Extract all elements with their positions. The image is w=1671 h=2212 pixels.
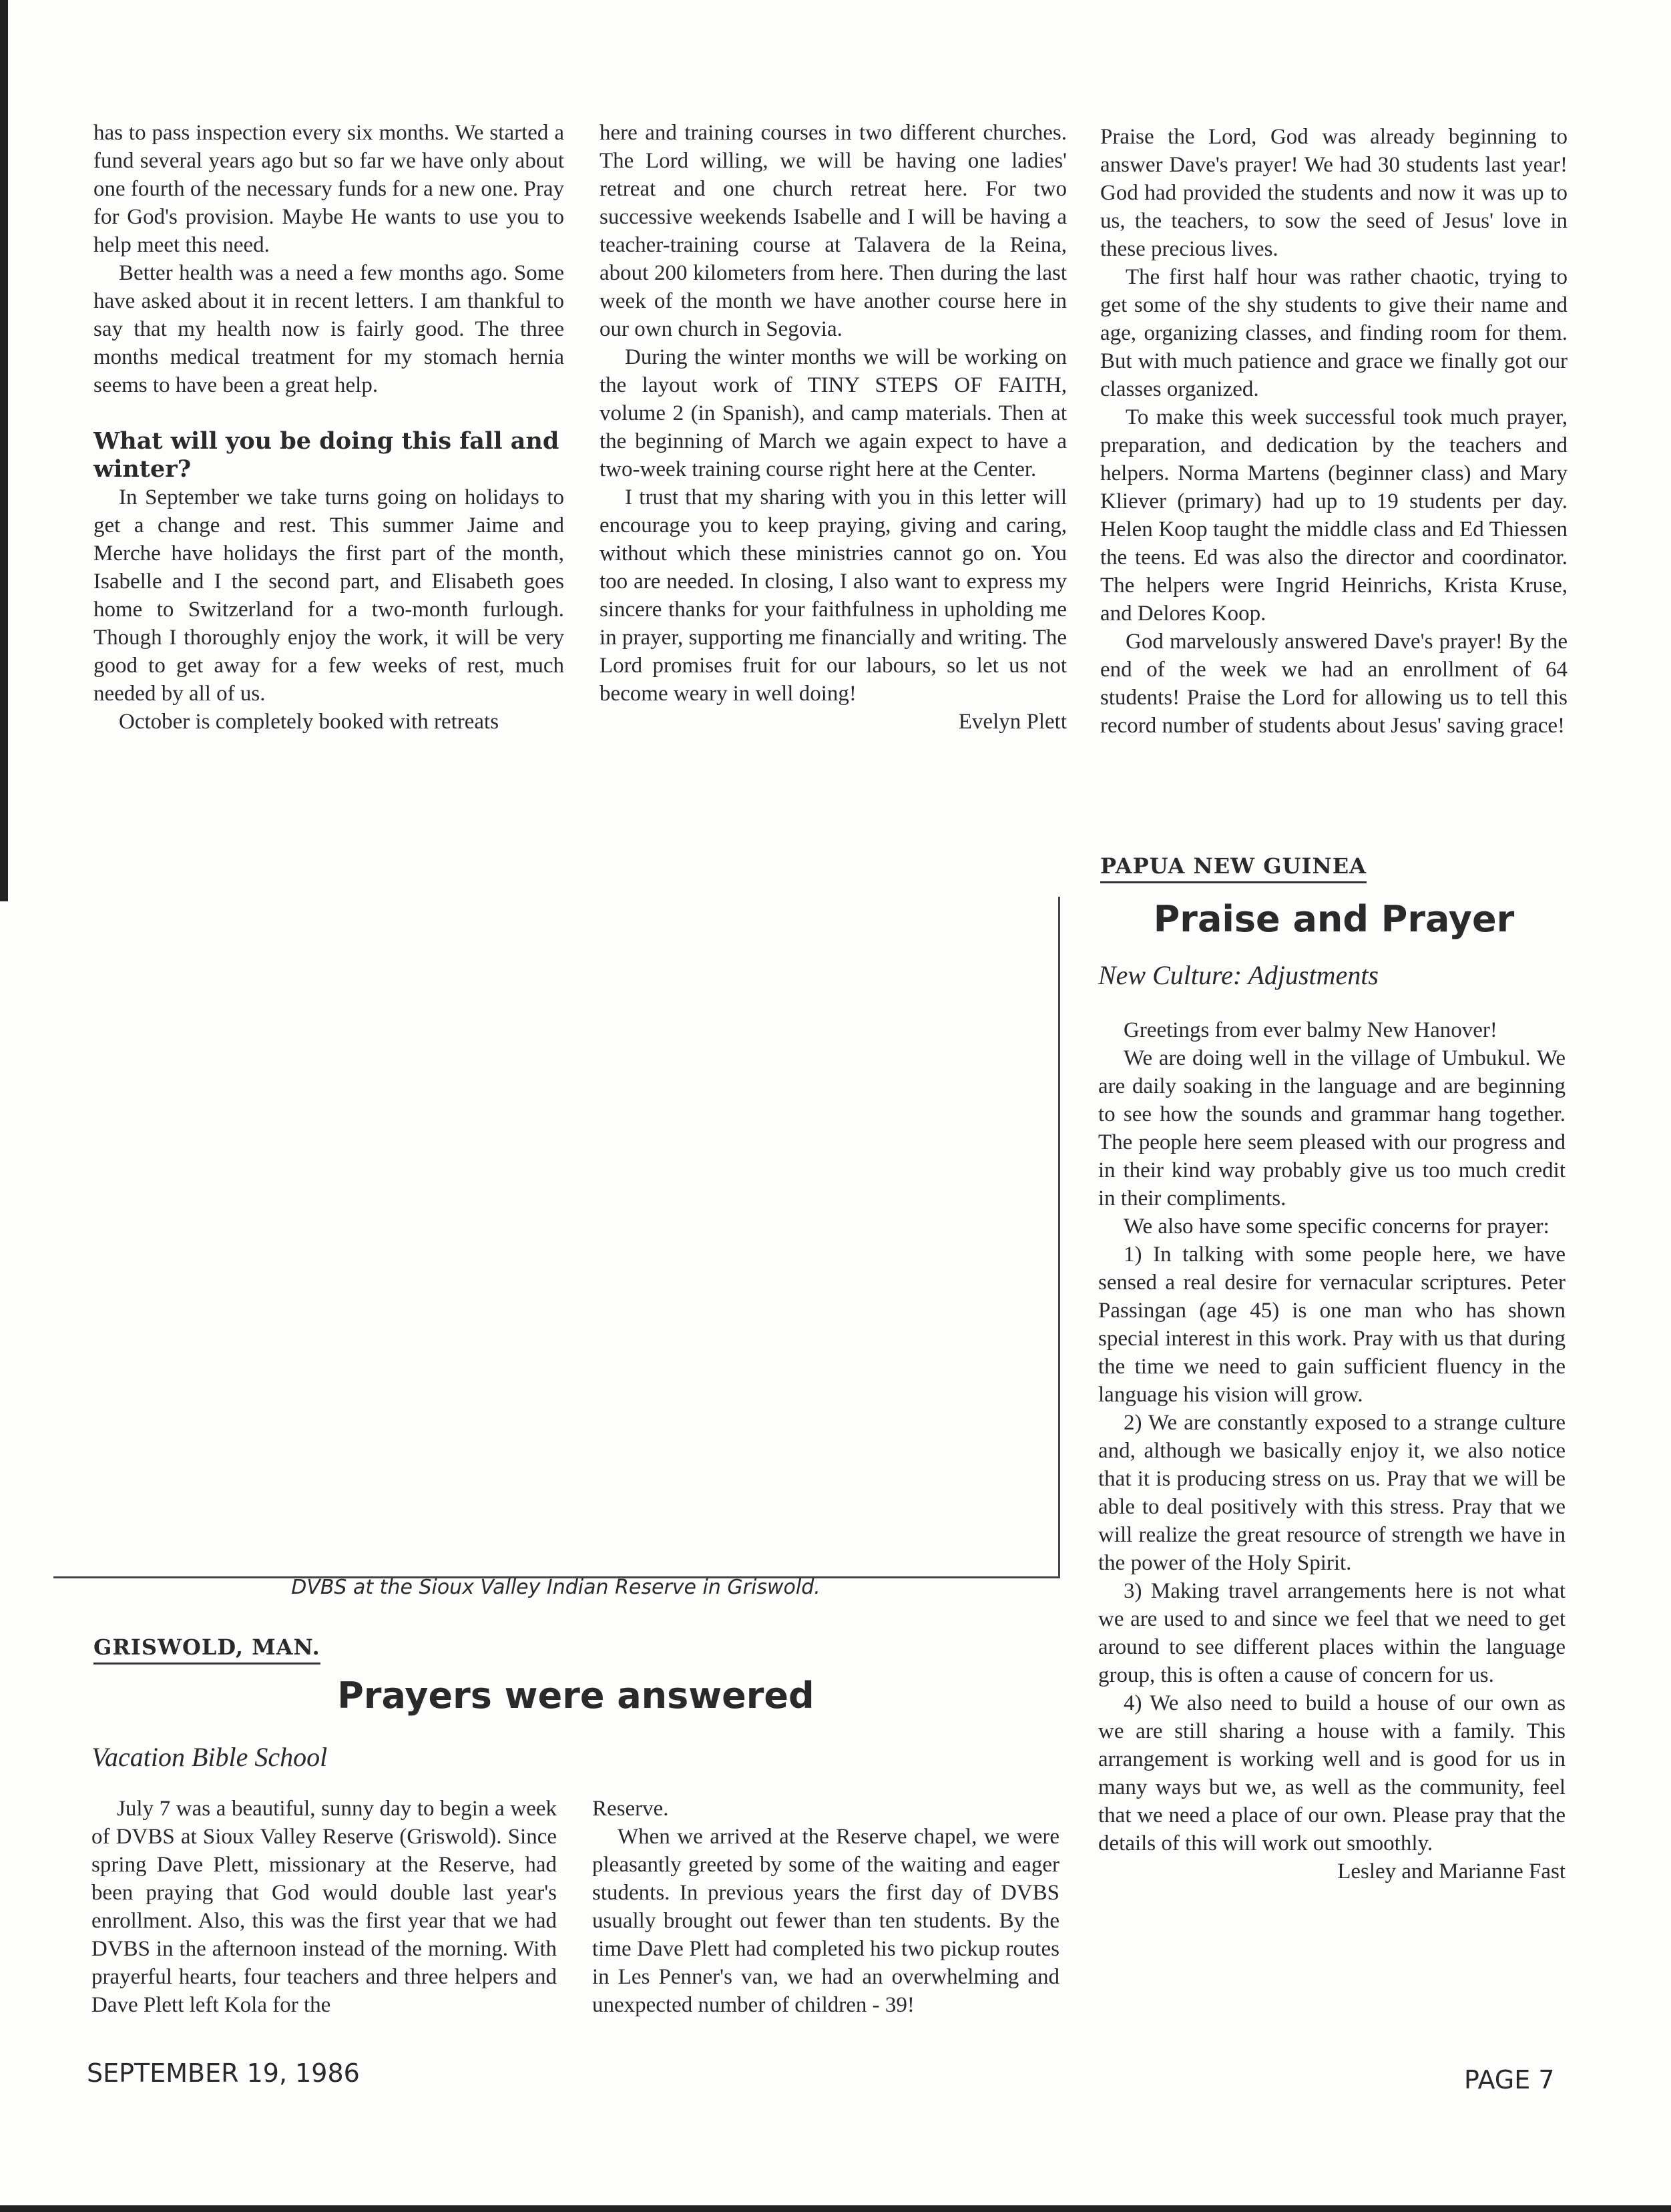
subhead-griswold: Vacation Bible School — [91, 1742, 328, 1772]
griswold-column-1 — [91, 1795, 557, 2019]
author-signature: Lesley and Marianne Fast — [1337, 1859, 1566, 1884]
paragraph: We are doing well in the village of Umbukul. We are daily soaking in the language and are beginning to see how the sounds and grammar hang together. The people here seem pleased with our progress and in their kind way probably give us too much credit in their compliments. — [1098, 1046, 1566, 1210]
paragraph: July 7 was a beautiful, sunny day to begin a week of DVBS at Sioux Valley Reserve (Griswold). Since spring Dave Plett, missionary at the Reserve, had been praying that God would double last year's enrollment. Also, this was the first year that we had DVBS in the afternoon instead of the morning. With prayerful hearts, four teachers and three helpers and Dave Plett left Kola for the — [91, 1797, 557, 2017]
paragraph: October is completely booked with retreats — [119, 710, 499, 734]
question-heading: What will you be doing this fall and winter? — [93, 427, 559, 483]
paragraph: During the winter months we will be working on the layout work of TINY STEPS OF FAITH, volume 2 (in Spanish), and camp materials. Then at the beginning of March we again expect to have a two-week training course right here at the Center. — [600, 345, 1067, 481]
paragraph: The first half hour was rather chaotic, trying to get some of the shy students to give their name and age, organizing classes, and finding room for them. But with much patience and grace we finally got our classes organized. — [1100, 265, 1568, 401]
paragraph: When we arrived at the Reserve chapel, we were pleasantly greeted by some of the waiting and eager students. In previous years the first day of DVBS usually brought out fewer than ten students. By the time Dave Plett had completed his two pickup routes in Les Penner's van, we had an overwhelming and unexpected number of children - 39! — [592, 1825, 1059, 2017]
paragraph: Praise the Lord, God was already beginning to answer Dave's prayer! We had 30 students last year! God had provided the students and now it was up to us, the teachers, to sow the seed of Jesus' love in these precious lives. — [1100, 125, 1568, 261]
paragraph: 4) We also need to build a house of our own as we are still sharing a house with a family. This arrangement is working well and is good for us in many ways but we, as well as the community, feel that we need a place of our own. Please pray that the details of this will work out smoothly. — [1098, 1691, 1566, 1855]
paragraph: 3) Making travel arrangements here is not what we are used to and since we feel that we need to get around to see different places within the language group, this is often a cause of concern for us. — [1098, 1579, 1566, 1687]
spain-column-1 — [93, 119, 564, 736]
page-number: PAGE 7 — [1464, 2065, 1555, 2094]
paragraph: We also have some specific concerns for prayer: — [1124, 1214, 1549, 1239]
griswold-continuation — [1100, 123, 1568, 740]
paragraph: here and training courses in two different churches. The Lord willing, we will be having one ladies' retreat and one church retreat here. For two successive weekends Isabelle and I will be having a teacher-training course at Talavera de la Reina, about 200 kilometers from here. Then during the last week of the month we have another course here in our own church in Segovia. — [600, 121, 1067, 341]
paragraph: Greetings from ever balmy New Hanover! — [1124, 1018, 1497, 1042]
scan-edge-left — [0, 0, 8, 901]
paragraph: has to pass inspection every six months. We started a fund several years ago but so far we have only about one fourth of the necessary funds for a new one. Pray for God's provision. Maybe He wants to use you to help meet this need. — [93, 121, 564, 257]
section-label-png: PAPUA NEW GUINEA — [1100, 853, 1367, 883]
griswold-column-2 — [592, 1795, 1059, 2019]
png-article-body — [1098, 1016, 1566, 1886]
paragraph: I trust that my sharing with you in this letter will encourage you to keep praying, giving and caring, without which these ministries cannot go on. You too are needed. In closing, I also want to express my sincere thanks for your faithfulness in upholding me in prayer, supporting me financially and writing. The Lord promises fruit for our labours, so let us not become weary in well doing! — [600, 485, 1067, 706]
issue-date: SEPTEMBER 19, 1986 — [87, 2058, 360, 2088]
paragraph: God marvelously answered Dave's prayer! By the end of the week we had an enrollment of 64 students! Praise the Lord for allowing us to tell this record number of students about Jesus' saving grace! — [1100, 630, 1568, 738]
paragraph: Reserve. — [592, 1797, 669, 1821]
author-signature: Evelyn Plett — [958, 710, 1067, 734]
paragraph: 2) We are constantly exposed to a strange culture and, although we basically enjoy it, we also notice that it is producing stress on us. Pray that we will be able to deal positively with this stress. Pray that we will realize the great resource of strength we have in the power of the Holy Spirit. — [1098, 1411, 1566, 1575]
spain-column-2 — [600, 119, 1067, 736]
headline-png: Praise and Prayer — [1153, 898, 1515, 940]
photo-caption: DVBS at the Sioux Valley Indian Reserve in Griswold. — [291, 1576, 820, 1599]
paragraph: To make this week successful took much prayer, preparation, and dedication by the teachers and helpers. Norma Martens (beginner class) and Mary Kliever (primary) had up to 19 students per day. Helen Koop taught the middle class and Ed Thiessen the teens. Ed was also the director and coordinator. The helpers were Ingrid Heinrichs, Krista Kruse, and Delores Koop. — [1100, 405, 1568, 626]
paragraph: 1) In talking with some people here, we have sensed a real desire for vernacular scriptures. Peter Passingan (age 45) is one man who has shown special interest in this work. Pray with us that during the time we need to gain sufficient fluency in the language his vision will grow. — [1098, 1243, 1566, 1407]
scan-edge-bottom — [0, 2205, 1671, 2212]
photo-area — [53, 897, 1060, 1578]
subhead-png: New Culture: Adjustments — [1098, 960, 1379, 990]
section-label-griswold: GRISWOLD, MAN. — [93, 1634, 320, 1665]
headline-griswold: Prayers were answered — [337, 1675, 814, 1717]
paragraph: In September we take turns going on holidays to get a change and rest. This summer Jaime and Merche have holidays the first part of the month, Isabelle and I the second part, and Elisabeth goes home to Switzerland for a two-month furlough. Though I thoroughly enjoy the work, it will be very good to get away for a few weeks of rest, much needed by all of us. — [93, 485, 564, 706]
paragraph: Better health was a need a few months ago. Some have asked about it in recent letters. I am thankful to say that my health now is fairly good. The three months medical treatment for my stomach hernia seems to have been a great help. — [93, 261, 564, 397]
